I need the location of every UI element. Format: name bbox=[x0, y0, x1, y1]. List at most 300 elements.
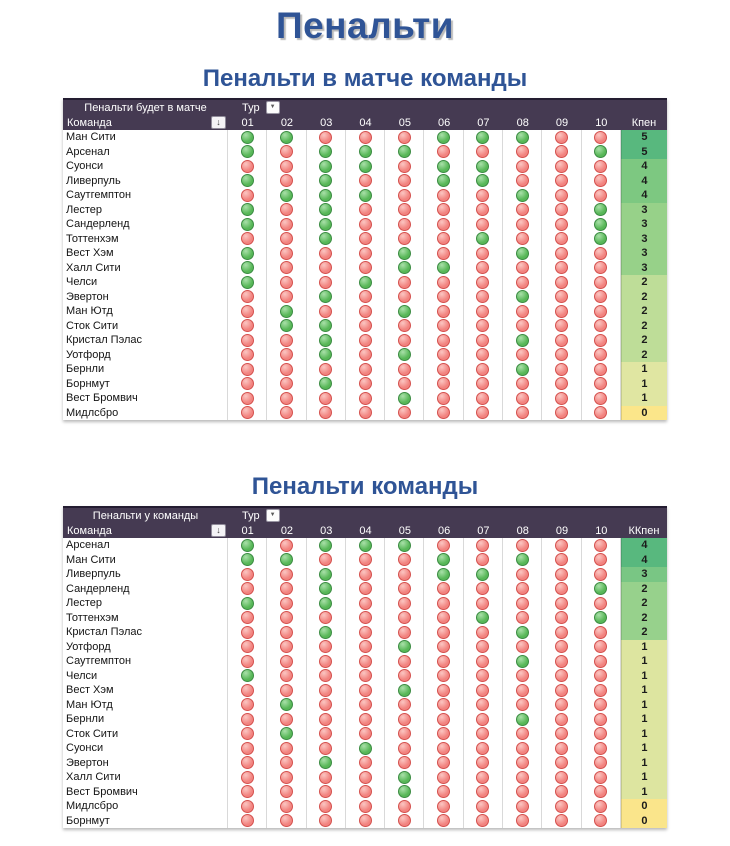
round-cell bbox=[228, 348, 267, 363]
red-dot-icon bbox=[437, 626, 450, 639]
red-dot-icon bbox=[319, 392, 332, 405]
red-dot-icon bbox=[280, 174, 293, 187]
round-cell bbox=[424, 538, 463, 553]
tur-filter bbox=[242, 101, 280, 114]
team-column-header-label: Команда bbox=[67, 116, 112, 129]
red-dot-icon bbox=[398, 698, 411, 711]
round-cell bbox=[503, 538, 542, 553]
red-dot-icon bbox=[359, 626, 372, 639]
round-cell bbox=[424, 391, 463, 406]
red-dot-icon bbox=[476, 669, 489, 682]
round-cell bbox=[582, 814, 621, 829]
round-cell bbox=[503, 319, 542, 334]
red-dot-icon bbox=[241, 611, 254, 624]
green-dot-icon bbox=[280, 553, 293, 566]
round-cell bbox=[267, 611, 306, 626]
red-dot-icon bbox=[516, 814, 529, 827]
round-cell bbox=[267, 290, 306, 305]
table-title: Пенальти команды bbox=[251, 473, 479, 500]
round-cell bbox=[346, 232, 385, 247]
red-dot-icon bbox=[594, 655, 607, 668]
red-dot-icon bbox=[555, 406, 568, 419]
round-cell bbox=[464, 640, 503, 655]
green-dot-icon bbox=[319, 626, 332, 639]
green-dot-icon bbox=[319, 334, 332, 347]
green-dot-icon bbox=[280, 727, 293, 740]
round-cell bbox=[267, 232, 306, 247]
red-dot-icon bbox=[359, 669, 372, 682]
red-dot-icon bbox=[476, 713, 489, 726]
red-dot-icon bbox=[555, 276, 568, 289]
red-dot-icon bbox=[241, 727, 254, 740]
red-dot-icon bbox=[476, 406, 489, 419]
round-cell bbox=[346, 333, 385, 348]
green-dot-icon bbox=[516, 290, 529, 303]
team-column-header-label: Команда bbox=[67, 524, 112, 537]
round-cell bbox=[464, 683, 503, 698]
page-title: Пенальти bbox=[276, 5, 454, 46]
round-cell bbox=[542, 188, 581, 203]
round-cell bbox=[385, 741, 424, 756]
round-cell bbox=[307, 232, 346, 247]
team-name: Сандерленд bbox=[63, 217, 228, 232]
team-name: Суонси bbox=[63, 159, 228, 174]
round-cell bbox=[424, 727, 463, 742]
round-cell bbox=[542, 333, 581, 348]
red-dot-icon bbox=[280, 276, 293, 289]
red-dot-icon bbox=[398, 553, 411, 566]
sort-icon[interactable]: ↓ bbox=[211, 116, 226, 129]
round-cell bbox=[582, 741, 621, 756]
red-dot-icon bbox=[280, 742, 293, 755]
table-header bbox=[63, 98, 667, 130]
round-cell bbox=[267, 377, 306, 392]
round-cell bbox=[228, 669, 267, 684]
round-cell bbox=[464, 362, 503, 377]
team-name: Вест Бромвич bbox=[63, 391, 228, 406]
green-dot-icon bbox=[398, 539, 411, 552]
round-cell bbox=[346, 712, 385, 727]
round-cell bbox=[582, 319, 621, 334]
table-row bbox=[63, 217, 667, 232]
team-name: Вест Хэм bbox=[63, 246, 228, 261]
round-cell bbox=[307, 362, 346, 377]
green-dot-icon bbox=[359, 276, 372, 289]
round-cell bbox=[582, 669, 621, 684]
red-dot-icon bbox=[359, 640, 372, 653]
round-cell bbox=[385, 188, 424, 203]
round-cell bbox=[228, 145, 267, 160]
red-dot-icon bbox=[359, 597, 372, 610]
green-dot-icon bbox=[398, 785, 411, 798]
green-dot-icon bbox=[594, 145, 607, 158]
red-dot-icon bbox=[280, 392, 293, 405]
round-cell bbox=[503, 799, 542, 814]
round-cell bbox=[424, 567, 463, 582]
score-cell: 2 bbox=[621, 348, 667, 363]
red-dot-icon bbox=[476, 814, 489, 827]
red-dot-icon bbox=[594, 785, 607, 798]
round-cell bbox=[582, 785, 621, 800]
score-cell: 1 bbox=[621, 712, 667, 727]
round-cell bbox=[267, 538, 306, 553]
round-cell bbox=[503, 188, 542, 203]
red-dot-icon bbox=[594, 771, 607, 784]
round-cell bbox=[582, 130, 621, 145]
round-column-header: 03 bbox=[320, 116, 333, 129]
section-penalties-in-match bbox=[0, 64, 730, 420]
round-cell bbox=[307, 145, 346, 160]
team-penalties-table bbox=[63, 506, 667, 828]
red-dot-icon bbox=[241, 640, 254, 653]
round-cell bbox=[267, 333, 306, 348]
red-dot-icon bbox=[476, 727, 489, 740]
round-cell bbox=[503, 611, 542, 626]
round-cell bbox=[542, 232, 581, 247]
round-cell bbox=[307, 785, 346, 800]
round-cell bbox=[228, 712, 267, 727]
green-dot-icon bbox=[359, 145, 372, 158]
round-cell bbox=[424, 130, 463, 145]
red-dot-icon bbox=[594, 392, 607, 405]
red-dot-icon bbox=[594, 363, 607, 376]
red-dot-icon bbox=[476, 377, 489, 390]
round-cell bbox=[464, 188, 503, 203]
round-cell bbox=[346, 756, 385, 771]
round-cell bbox=[542, 319, 581, 334]
red-dot-icon bbox=[280, 568, 293, 581]
round-cell bbox=[542, 683, 581, 698]
red-dot-icon bbox=[516, 684, 529, 697]
round-cell bbox=[228, 741, 267, 756]
round-cell bbox=[346, 304, 385, 319]
table-header-row-1 bbox=[63, 98, 667, 115]
round-cell bbox=[228, 553, 267, 568]
green-dot-icon bbox=[319, 189, 332, 202]
red-dot-icon bbox=[398, 568, 411, 581]
red-dot-icon bbox=[241, 684, 254, 697]
round-cell bbox=[503, 698, 542, 713]
red-dot-icon bbox=[398, 406, 411, 419]
red-dot-icon bbox=[319, 305, 332, 318]
red-dot-icon bbox=[437, 539, 450, 552]
round-cell bbox=[582, 698, 621, 713]
red-dot-icon bbox=[359, 655, 372, 668]
round-cell bbox=[542, 203, 581, 218]
red-dot-icon bbox=[319, 742, 332, 755]
round-cell bbox=[307, 391, 346, 406]
team-name: Кристал Пэлас bbox=[63, 333, 228, 348]
round-cell bbox=[307, 799, 346, 814]
score-cell: 1 bbox=[621, 770, 667, 785]
red-dot-icon bbox=[555, 348, 568, 361]
round-cell bbox=[346, 770, 385, 785]
red-dot-icon bbox=[319, 406, 332, 419]
red-dot-icon bbox=[359, 684, 372, 697]
red-dot-icon bbox=[398, 611, 411, 624]
tur-label: Тур bbox=[242, 509, 260, 522]
round-cell bbox=[582, 582, 621, 597]
round-cell bbox=[228, 785, 267, 800]
green-dot-icon bbox=[516, 334, 529, 347]
round-cell bbox=[267, 625, 306, 640]
table-row bbox=[63, 159, 667, 174]
red-dot-icon bbox=[319, 553, 332, 566]
round-cell bbox=[503, 362, 542, 377]
red-dot-icon bbox=[437, 203, 450, 216]
green-dot-icon bbox=[241, 131, 254, 144]
table-row bbox=[63, 290, 667, 305]
red-dot-icon bbox=[359, 698, 372, 711]
red-dot-icon bbox=[516, 539, 529, 552]
red-dot-icon bbox=[555, 539, 568, 552]
team-name: Сандерленд bbox=[63, 582, 228, 597]
round-cell bbox=[228, 232, 267, 247]
round-cell bbox=[267, 712, 306, 727]
green-dot-icon bbox=[594, 203, 607, 216]
table-row bbox=[63, 232, 667, 247]
round-cell bbox=[346, 217, 385, 232]
red-dot-icon bbox=[555, 568, 568, 581]
team-name: Уотфорд bbox=[63, 640, 228, 655]
round-cell bbox=[582, 770, 621, 785]
red-dot-icon bbox=[280, 247, 293, 260]
red-dot-icon bbox=[280, 756, 293, 769]
red-dot-icon bbox=[555, 611, 568, 624]
round-cell bbox=[542, 406, 581, 421]
red-dot-icon bbox=[555, 800, 568, 813]
round-cell bbox=[346, 567, 385, 582]
red-dot-icon bbox=[476, 218, 489, 231]
score-cell: 1 bbox=[621, 362, 667, 377]
red-dot-icon bbox=[437, 348, 450, 361]
table-row bbox=[63, 406, 667, 421]
red-dot-icon bbox=[437, 756, 450, 769]
round-cell bbox=[228, 727, 267, 742]
team-name: Ливерпуль bbox=[63, 567, 228, 582]
round-cell bbox=[346, 377, 385, 392]
round-cell bbox=[228, 538, 267, 553]
red-dot-icon bbox=[516, 261, 529, 274]
green-dot-icon bbox=[319, 145, 332, 158]
red-dot-icon bbox=[359, 568, 372, 581]
round-cell bbox=[385, 785, 424, 800]
green-dot-icon bbox=[398, 392, 411, 405]
red-dot-icon bbox=[516, 640, 529, 653]
score-column-header: Кпен bbox=[631, 116, 657, 129]
round-cell bbox=[464, 654, 503, 669]
red-dot-icon bbox=[241, 363, 254, 376]
red-dot-icon bbox=[594, 247, 607, 260]
red-dot-icon bbox=[359, 377, 372, 390]
score-cell: 1 bbox=[621, 756, 667, 771]
green-dot-icon bbox=[437, 261, 450, 274]
round-column-header: 06 bbox=[438, 116, 451, 129]
red-dot-icon bbox=[280, 539, 293, 552]
table-row bbox=[63, 770, 667, 785]
score-cell: 2 bbox=[621, 625, 667, 640]
red-dot-icon bbox=[280, 406, 293, 419]
round-cell bbox=[228, 406, 267, 421]
round-column-header: 08 bbox=[516, 524, 529, 537]
round-cell bbox=[267, 275, 306, 290]
dropdown-arrow-icon[interactable]: ▼ bbox=[266, 509, 280, 522]
red-dot-icon bbox=[359, 392, 372, 405]
table-row bbox=[63, 261, 667, 276]
round-cell bbox=[307, 377, 346, 392]
table-row bbox=[63, 669, 667, 684]
round-column-header: 07 bbox=[477, 116, 490, 129]
red-dot-icon bbox=[555, 131, 568, 144]
green-dot-icon bbox=[516, 363, 529, 376]
round-cell bbox=[346, 246, 385, 261]
team-name: Халл Сити bbox=[63, 770, 228, 785]
round-cell bbox=[385, 669, 424, 684]
green-dot-icon bbox=[319, 348, 332, 361]
round-cell bbox=[503, 275, 542, 290]
round-cell bbox=[424, 333, 463, 348]
round-cell bbox=[503, 130, 542, 145]
red-dot-icon bbox=[398, 290, 411, 303]
red-dot-icon bbox=[516, 174, 529, 187]
green-dot-icon bbox=[398, 771, 411, 784]
red-dot-icon bbox=[437, 814, 450, 827]
round-cell bbox=[542, 756, 581, 771]
red-dot-icon bbox=[319, 363, 332, 376]
team-name: Мидлсбро bbox=[63, 799, 228, 814]
round-cell bbox=[542, 174, 581, 189]
red-dot-icon bbox=[280, 611, 293, 624]
red-dot-icon bbox=[359, 319, 372, 332]
red-dot-icon bbox=[516, 392, 529, 405]
round-cell bbox=[267, 596, 306, 611]
table-row bbox=[63, 756, 667, 771]
table-row bbox=[63, 712, 667, 727]
round-cell bbox=[385, 654, 424, 669]
round-cell bbox=[267, 203, 306, 218]
team-name: Бернли bbox=[63, 712, 228, 727]
round-cell bbox=[542, 145, 581, 160]
red-dot-icon bbox=[555, 203, 568, 216]
round-cell bbox=[267, 814, 306, 829]
round-cell bbox=[424, 290, 463, 305]
round-cell bbox=[307, 727, 346, 742]
red-dot-icon bbox=[437, 377, 450, 390]
red-dot-icon bbox=[594, 698, 607, 711]
green-dot-icon bbox=[594, 582, 607, 595]
round-cell bbox=[346, 391, 385, 406]
green-dot-icon bbox=[476, 611, 489, 624]
red-dot-icon bbox=[437, 655, 450, 668]
red-dot-icon bbox=[437, 684, 450, 697]
red-dot-icon bbox=[437, 406, 450, 419]
round-cell bbox=[542, 814, 581, 829]
red-dot-icon bbox=[280, 290, 293, 303]
round-cell bbox=[542, 611, 581, 626]
round-cell bbox=[228, 799, 267, 814]
team-name: Борнмут bbox=[63, 814, 228, 829]
score-cell: 3 bbox=[621, 203, 667, 218]
round-cell bbox=[307, 538, 346, 553]
round-cell bbox=[228, 770, 267, 785]
table-header-row-2 bbox=[63, 115, 667, 130]
red-dot-icon bbox=[516, 203, 529, 216]
round-cell bbox=[307, 654, 346, 669]
sort-icon[interactable]: ↓ bbox=[211, 524, 226, 537]
round-cell bbox=[542, 553, 581, 568]
round-cell bbox=[582, 611, 621, 626]
round-cell bbox=[582, 654, 621, 669]
round-cell bbox=[503, 553, 542, 568]
round-column-header: 04 bbox=[359, 116, 372, 129]
round-cell bbox=[385, 130, 424, 145]
round-cell bbox=[542, 290, 581, 305]
green-dot-icon bbox=[280, 189, 293, 202]
score-cell: 2 bbox=[621, 319, 667, 334]
round-cell bbox=[307, 319, 346, 334]
red-dot-icon bbox=[280, 348, 293, 361]
round-cell bbox=[464, 203, 503, 218]
red-dot-icon bbox=[594, 406, 607, 419]
red-dot-icon bbox=[241, 160, 254, 173]
score-cell: 3 bbox=[621, 567, 667, 582]
red-dot-icon bbox=[476, 539, 489, 552]
round-cell bbox=[582, 640, 621, 655]
red-dot-icon bbox=[359, 553, 372, 566]
round-cell bbox=[582, 348, 621, 363]
dropdown-arrow-icon[interactable]: ▼ bbox=[266, 101, 280, 114]
red-dot-icon bbox=[476, 742, 489, 755]
score-cell: 4 bbox=[621, 174, 667, 189]
red-dot-icon bbox=[280, 160, 293, 173]
round-cell bbox=[385, 246, 424, 261]
red-dot-icon bbox=[319, 640, 332, 653]
round-cell bbox=[385, 756, 424, 771]
green-dot-icon bbox=[476, 232, 489, 245]
round-column-header: 08 bbox=[516, 116, 529, 129]
round-cell bbox=[464, 727, 503, 742]
round-cell bbox=[424, 174, 463, 189]
green-dot-icon bbox=[241, 218, 254, 231]
red-dot-icon bbox=[398, 814, 411, 827]
round-cell bbox=[503, 333, 542, 348]
round-cell bbox=[228, 814, 267, 829]
green-dot-icon bbox=[319, 290, 332, 303]
round-cell bbox=[346, 741, 385, 756]
round-cell bbox=[424, 683, 463, 698]
red-dot-icon bbox=[437, 582, 450, 595]
red-dot-icon bbox=[319, 713, 332, 726]
round-cell bbox=[307, 188, 346, 203]
section-team-penalties bbox=[0, 472, 730, 828]
round-cell bbox=[464, 319, 503, 334]
round-cell bbox=[307, 290, 346, 305]
red-dot-icon bbox=[516, 160, 529, 173]
round-column-header: 10 bbox=[595, 524, 608, 537]
red-dot-icon bbox=[398, 669, 411, 682]
green-dot-icon bbox=[516, 189, 529, 202]
round-cell bbox=[582, 727, 621, 742]
round-cell bbox=[346, 203, 385, 218]
red-dot-icon bbox=[555, 640, 568, 653]
green-dot-icon bbox=[319, 756, 332, 769]
round-cell bbox=[542, 712, 581, 727]
green-dot-icon bbox=[476, 160, 489, 173]
round-cell bbox=[307, 130, 346, 145]
round-cell bbox=[307, 203, 346, 218]
table-header-row-2 bbox=[63, 523, 667, 538]
score-cell: 1 bbox=[621, 698, 667, 713]
